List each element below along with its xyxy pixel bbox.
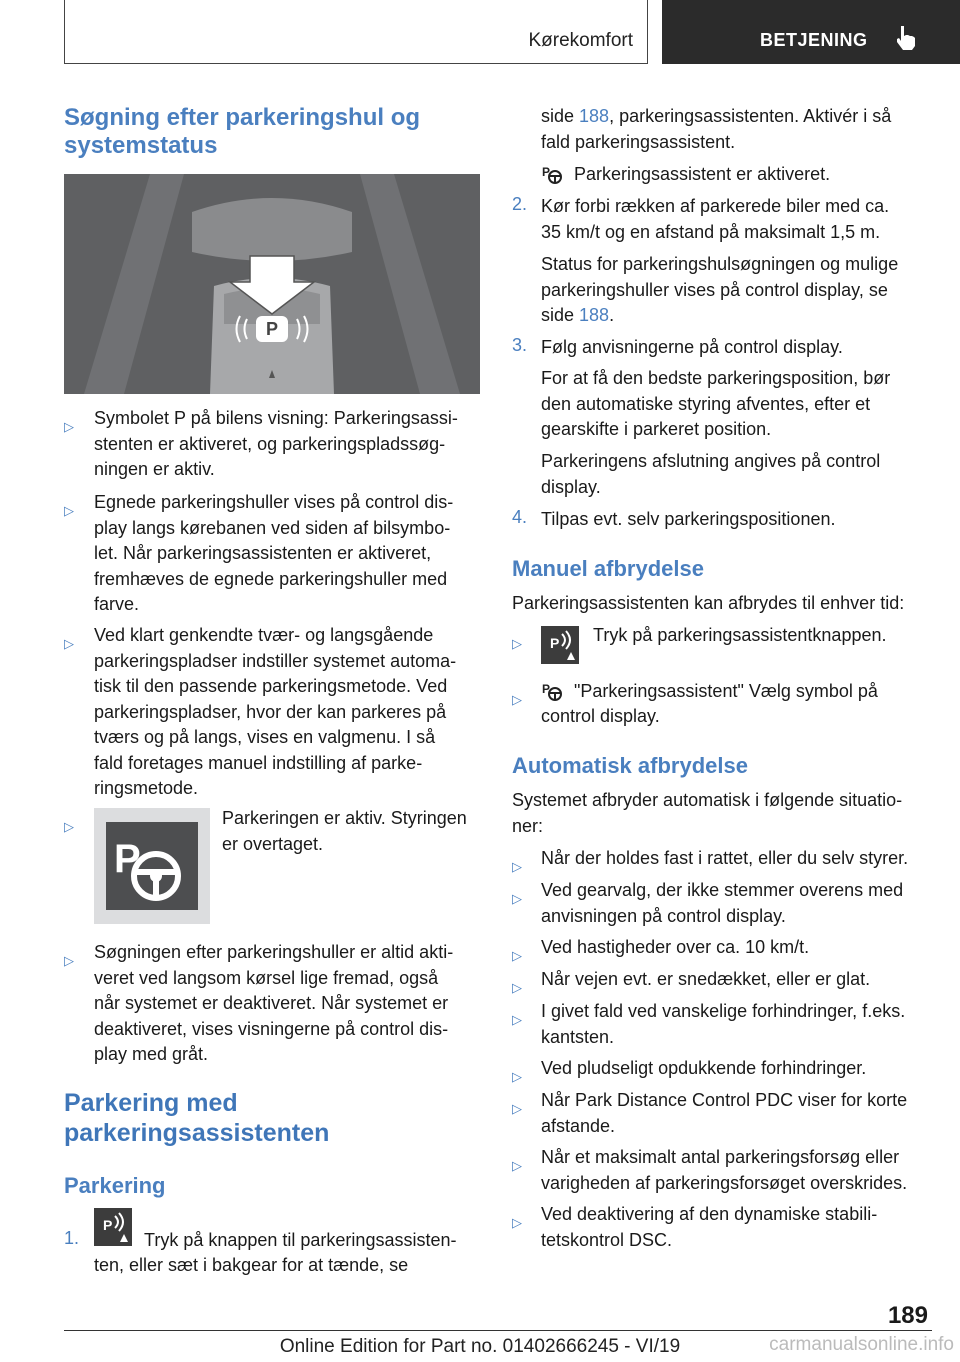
hero-p-label: P [265,319,279,339]
text-line: veret ved langsom kørsel lige fremad, også [94,967,439,988]
text-line: ningen er aktiv. [94,459,215,479]
step-number: 4. [512,507,528,527]
text-line: 35 km/t og en afstand på maksimalt 1,5 m. [541,221,881,242]
bullet-marker: ▷ [64,819,74,834]
bullet-marker: ▷ [512,1158,522,1173]
auto-bullet1: Når der holdes fast i rattet, eller du selv styrer. [541,848,909,868]
manual-bullet2-line2: control display. [541,706,660,726]
text-line: Ved gearvalg, der ikke stemmer overens med [541,880,904,900]
bullet-marker: ▷ [512,1069,522,1084]
text-line: let. Når parkeringsassistenten er aktiveret, [94,543,432,563]
text-line: parkeringspladser indstiller systemet automa- [94,650,457,671]
subheading-parking: Parkering [64,1173,166,1198]
text-line: anvisningen på control display. [541,905,786,926]
text-line: tisk til den passende parkeringsmetode. Ved [94,676,448,696]
page-reference-link[interactable]: 188 [579,106,610,126]
steering-assist-icon [94,808,210,924]
header-section-title: Kørekomfort [528,30,633,51]
text-line: Symbolet P på bilens visning: Parkeringsassi- [94,408,458,428]
page-reference-link[interactable]: 188 [579,305,610,325]
text-line: tværs og på langs, vises en valgmenu. I så [94,727,436,747]
text-line: deaktiveret, vises visningerne på control dis- [94,1018,449,1039]
step2-status-text [541,252,898,329]
bullet-marker: ▷ [512,948,522,963]
text-line: er overtaget. [222,833,324,854]
bullet-marker: ▷ [512,1215,522,1230]
text-line: kantsten. [541,1026,615,1047]
text-line: varigheden af parkeringsforsøget overskrides. [541,1172,908,1193]
bullet-marker: ▷ [64,953,74,968]
manual-bullet1-text: Tryk på parkeringsassistentknappen. [593,625,887,645]
bullet-text-parking-method [94,623,456,802]
text-line: når systemet er deaktiveret. Når systemet er [94,993,449,1013]
bullet-marker: ▷ [64,636,74,651]
text-line: Når et maksimalt antal parkeringsforsøg eller [541,1147,900,1167]
header-chapter-tab [662,0,960,64]
continued-text-line1 [541,104,891,130]
bullet-text-symbol-p [94,406,458,483]
continued-text-line2: fald parkeringsassistent. [541,132,736,152]
svg-text:P: P [550,635,560,651]
text-line: Når Park Distance Control PDC viser for korte [541,1090,908,1110]
text-line: Søgningen efter parkeringshuller er altid akti- [94,942,454,962]
bullet-marker: ▷ [512,859,522,874]
bullet-marker: ▷ [512,692,522,707]
bullet-marker: ▷ [64,419,74,434]
text-line: Parkeringens afslutning angives på control [541,451,881,471]
text-line: stenten er aktiveret, og parkeringspladssøg- [94,433,446,454]
text-line: parkeringspladser, hvor der kan parkeres på [94,701,447,722]
step-number: 2. [512,194,528,214]
svg-text:P: P [542,165,551,179]
text-line: ringsmetode. [94,778,199,798]
text-span: side [541,305,580,325]
parking-display-illustration [64,174,480,394]
text-line: tetskontrol DSC. [541,1229,673,1250]
bullet-marker: ▷ [512,980,522,995]
text-span: . [609,305,615,325]
step4-text: Tilpas evt. selv parkeringspositionen. [541,509,836,529]
heading-automatic-interruption: Automatisk afbrydelse [512,753,748,778]
text-line: den automatiske styring afventes, efter et [541,393,871,414]
text-line: Ved klart genkendte tvær- og langsgående [94,625,434,645]
step2-text [541,194,889,245]
heading-line: Søgning efter parkeringshul og [64,104,421,131]
text-line: display. [541,476,601,497]
heading-line: Parkering med [64,1089,238,1117]
text-line: farve. [94,594,140,614]
bullet-marker: ▷ [64,503,74,518]
step1-text-line1: Tryk på knappen til parkeringsassisten- [144,1230,457,1250]
section-heading-parking-assistant [64,1088,329,1148]
assistant-active-text: Parkeringsassistent er aktiveret. [574,164,831,184]
step3-text: Følg anvisningerne på control display. [541,337,843,357]
parking-assist-button-icon [541,626,579,664]
page-number: 189 [887,1302,928,1329]
hand-pointer-icon [894,24,918,52]
auto-bullet3: Ved hastigheder over ca. 10 km/t. [541,937,810,957]
header-section-tab [64,0,648,64]
text-line [541,303,898,329]
step-number: 1. [64,1228,80,1248]
manual-bullet2-line1: "Parkeringsassistent" Vælg symbol på [574,681,878,701]
step-number: 3. [512,335,528,355]
svg-text:P: P [114,837,141,881]
heading-manual-interruption: Manuel afbrydelse [512,556,704,581]
text-line: afstande. [541,1115,616,1136]
text-line: For at få den bedste parkeringsposition, bør [541,368,891,388]
text-span: side [541,106,580,126]
text-line: Ved deaktivering af den dynamiske stabili- [541,1204,878,1224]
manual-intro: Parkeringsassistenten kan afbrydes til enhver tid: [512,593,905,613]
heading-line: parkeringsassistenten [64,1119,330,1147]
footer-divider [64,1330,932,1331]
heading-line: systemstatus [64,132,218,159]
auto-bullet8 [541,1145,907,1196]
bullet-marker: ▷ [512,1012,522,1027]
parking-assistant-active-icon [541,162,565,186]
text-line: play langs kørebanen ved siden af bilsymbo- [94,517,451,538]
auto-intro [512,788,902,839]
text-line: ner: [512,815,544,836]
text-span: , parkeringsassistenten. Aktivér i så [609,106,892,126]
bullet-marker: ▷ [512,1101,522,1116]
text-line: play med gråt. [94,1044,209,1064]
text-line: Systemet afbryder automatisk i følgende situatio- [512,790,903,810]
svg-text:P: P [103,1217,113,1233]
bullet-text-parking-active [222,806,467,857]
step3-paragraph1 [541,366,890,443]
auto-bullet9 [541,1202,877,1253]
parking-assistant-symbol-icon [541,679,565,703]
header-chapter-title: BETJENING [760,30,868,50]
text-line: Parkeringen er aktiv. Styringen [222,808,467,828]
text-line: I givet fald ved vanskelige forhindringer, f.eks. [541,1001,906,1021]
auto-bullet5 [541,999,905,1050]
svg-text:P: P [542,682,551,696]
text-line: parkeringshuller vises på control display, se [541,279,888,300]
auto-bullet6: Ved pludseligt opdukkende forhindringer. [541,1058,867,1078]
footer-watermark: carmanualsonline.info [769,1334,954,1355]
footer-edition: Online Edition for Part no. 01402666245 - VI/19 [279,1336,681,1357]
step3-paragraph2 [541,449,880,500]
text-line: Status for parkeringshulsøgningen og mulige [541,254,899,274]
bullet-marker: ▷ [512,891,522,906]
auto-bullet4: Når vejen evt. er snedækket, eller er glat. [541,969,871,989]
text-line: fald foretages manuel indstilling af parke- [94,752,423,773]
bullet-text-search-active [94,940,453,1068]
text-line: fremhæves de egnede parkeringshuller med [94,568,448,589]
bullet-text-parking-spots [94,490,453,618]
auto-bullet2 [541,878,903,929]
text-line: gearskifte i parkeret position. [541,419,772,439]
bullet-marker: ▷ [512,636,522,651]
step1-text-line2: ten, eller sæt i bakgear for at tænde, se [94,1255,409,1275]
parking-assist-button-icon [94,1208,132,1246]
section-heading-search [64,104,420,160]
text-line: Egnede parkeringshuller vises på control dis- [94,492,454,512]
auto-bullet7 [541,1088,907,1139]
text-line: Kør forbi rækken af parkerede biler med ca. [541,196,890,216]
